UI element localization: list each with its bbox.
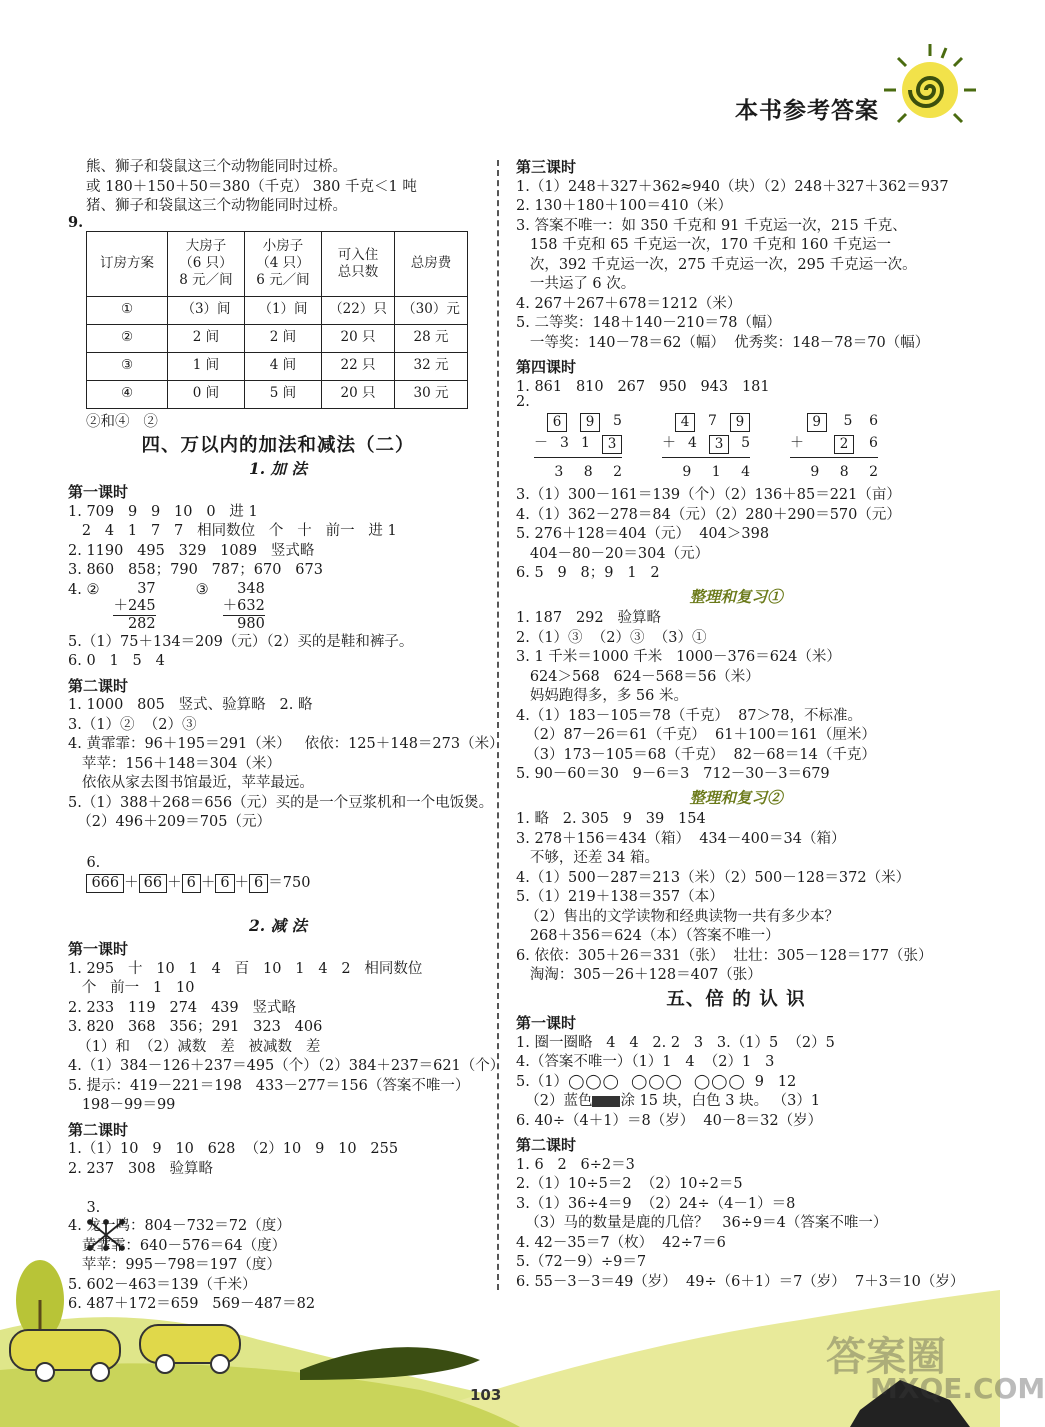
table-cell: ③ xyxy=(87,352,168,380)
table-header: 大房子 （6 只） 8 元／间 xyxy=(168,231,245,296)
column-divider xyxy=(497,160,499,1290)
answer-line: 198－99＝99 xyxy=(68,1097,176,1113)
answer-box: 66 xyxy=(139,874,167,893)
question-number: 2. xyxy=(516,394,530,410)
answer-text: 涂 15 块，白色 3 块。 （3）1 xyxy=(620,1093,821,1109)
answer-line: 2.（1）10÷5＝2 （2）10÷2＝5 xyxy=(516,1176,743,1192)
table-row xyxy=(87,296,468,324)
calc-line: 980 xyxy=(223,615,265,633)
watermark-url: MXQE.COM xyxy=(870,1372,1045,1405)
answer-box: 6 xyxy=(215,874,234,893)
vertical-calc xyxy=(113,581,155,633)
answer-text: 9 12 xyxy=(745,1073,797,1090)
answer-line: 6. 40÷（4＋1）＝8（岁） 40－8＝32（岁） xyxy=(516,1112,823,1129)
answer-line: 268＋356＝624（本）（答案不唯一） xyxy=(516,928,780,944)
answer-line: 2. 237 308 验算略 xyxy=(68,1160,213,1177)
answer-line: 6. 0 1 5 4 xyxy=(68,653,165,669)
answer-line: 1. 6 2 6÷2＝3 xyxy=(516,1156,635,1173)
table-cell: 20 只 xyxy=(322,380,395,408)
answer-line: 5.（1）75＋134＝209（元）（2）买的是鞋和裤子。 xyxy=(68,633,414,650)
digit-box: 3 xyxy=(602,435,622,454)
answer-line: 2. 1190 495 329 1089 竖式略 xyxy=(68,542,315,559)
answer-line: 1. 略 2. 305 9 39 154 xyxy=(516,811,706,827)
digit-box: 6 xyxy=(547,413,567,432)
operator: ＋ xyxy=(662,435,676,452)
table-cell: 28 元 xyxy=(395,324,468,352)
calc-line: 282 xyxy=(113,615,155,633)
answer-line: 4.（答案不唯一）（1）1 4 （2）1 3 xyxy=(516,1054,775,1070)
table-cell: （22）只 xyxy=(322,296,395,324)
answer-line: 6. 依依：305＋26＝331（张） 壮壮：305－128＝177（张） xyxy=(516,947,933,964)
answer-line: 6. 55－3－3＝49（岁） 49÷（6＋1）＝7（岁） 7＋3＝10（岁） xyxy=(516,1273,965,1290)
page-number: 103 xyxy=(470,1386,502,1404)
answer-line: 2. 233 119 274 439 竖式略 xyxy=(68,999,296,1016)
digit: 7 xyxy=(708,413,717,430)
answer-line: 4.（1）384－126＋237＝495（个）（2）384＋237＝621（个） xyxy=(68,1058,505,1074)
table-cell: 0 间 xyxy=(168,380,245,408)
digit-puzzle xyxy=(662,411,750,484)
answer-line: 4. 龙一鸣：804－732＝72（度） xyxy=(68,1218,291,1234)
table-cell: 1 间 xyxy=(168,352,245,380)
sun-swirl-icon xyxy=(880,40,980,140)
matching-row xyxy=(68,1179,488,1217)
answer-box: 666 xyxy=(86,874,124,893)
review-heading-2: 整理和复习② xyxy=(689,787,783,807)
digit: 6 xyxy=(869,413,878,430)
answer-line: 4. 267＋267＋678＝1212（米） xyxy=(516,295,742,312)
answer-line: 妈妈跑得多，多 56 米。 xyxy=(516,688,688,704)
answer-line: 1.（1）248＋327＋362≈940（块）（2）248＋327＋362＝937 xyxy=(516,178,949,195)
intro-line: 猪、狮子和袋鼠这三个动物能同时过桥。 xyxy=(86,198,347,214)
table-header: 可入住 总只数 xyxy=(322,231,395,296)
vertical-calc-row xyxy=(68,581,488,633)
answer-line: 1. 187 292 验算略 xyxy=(516,610,661,626)
answer-line: 3.（1）② （2）③ xyxy=(68,716,197,733)
digit: 9 xyxy=(682,464,692,481)
lesson-heading: 第三课时 xyxy=(516,158,577,176)
answer-text: （2）蓝色 xyxy=(516,1093,593,1109)
answer-line: 6. 5 9 8；9 1 2 xyxy=(516,565,660,581)
answer-line: （2）87－26＝61（千克） 61＋100＝161（厘米） xyxy=(516,727,876,743)
calc-line: 37 xyxy=(137,580,156,597)
answer-line: 一共运了 6 次。 xyxy=(516,276,636,292)
left-column xyxy=(68,158,505,1315)
answer-line: 5.（72－9）÷9＝7 xyxy=(516,1254,647,1270)
answer-line: 2. 130＋180＋100＝410（米） xyxy=(516,198,733,214)
answer-line: （2）售出的文学读物和经典读物一共有多少本？ xyxy=(516,908,839,925)
question-number: 5.（1） xyxy=(516,1073,569,1090)
table-row xyxy=(87,352,468,380)
answer-line: （3）173－105＝68（千克） 82－68＝14（千克） xyxy=(516,746,876,763)
answer-line: 4. 黄霏霏：96＋195＝291（米） 依依：125＋148＝273（米） xyxy=(68,736,504,752)
subsection-subtraction: 2. 减 法 xyxy=(249,915,307,935)
calc-line: ＋632 xyxy=(222,597,265,614)
digit-box: 2 xyxy=(834,435,854,454)
answer-line xyxy=(516,1073,956,1093)
answer-line: 1.（1）10 9 10 628 （2）10 9 10 255 xyxy=(68,1141,399,1157)
digit: 6 xyxy=(869,435,878,452)
answer-line: 5.（1）219＋138＝357（本） xyxy=(516,889,724,905)
table-cell: ④ xyxy=(87,380,168,408)
table-cell: 32 元 xyxy=(395,352,468,380)
digit-box: 9 xyxy=(730,413,750,432)
vertical-calc xyxy=(223,581,265,633)
digit-box: 3 xyxy=(709,435,729,454)
answer-line: ＝750 xyxy=(268,874,311,891)
answer-line: 5. 二等奖：148＋140－210＝78（幅） xyxy=(516,315,781,331)
table-row xyxy=(87,380,468,408)
answer-line: 4.（1）183－105＝78（千克） 87＞78，不标准。 xyxy=(516,707,862,724)
table-cell: （1）间 xyxy=(245,296,322,324)
answer-line: 3.（1）300－161＝139（个）（2）136＋85＝221（亩） xyxy=(516,487,901,503)
digit: 4 xyxy=(688,435,697,452)
answer-line: 6. 487＋172＝659 569－487＝82 xyxy=(68,1296,316,1312)
answer-line: 3.（1）36÷4＝9 （2）24÷（4－1）＝8 xyxy=(516,1195,796,1212)
lesson-heading: 第一课时 xyxy=(68,483,129,501)
lesson-heading: 第四课时 xyxy=(516,358,577,376)
answer-line: 404－80－20＝304（元） xyxy=(516,545,710,562)
table-header: 总房费 xyxy=(395,231,468,296)
answer-line: 4. 42－35＝7（枚） 42÷7＝6 xyxy=(516,1234,726,1251)
operator: ＋ xyxy=(790,435,804,452)
answer-line: 5. 90－60＝30 9－6＝3 712－30－3＝679 xyxy=(516,766,830,782)
answer-line: （2）496＋209＝705（元） xyxy=(68,814,271,830)
table-cell: 4 间 xyxy=(245,352,322,380)
answer-line: 1. 709 9 9 10 0 进 1 xyxy=(68,503,258,520)
answer-line: 4.（1）500－287＝213（米）（2）500－128＝372（米） xyxy=(516,869,911,886)
question-number: 3. xyxy=(86,1199,101,1216)
answer-line: 5. 276＋128＝404（元） 404＞398 xyxy=(516,526,770,542)
answer-line: 4.（1）362－278＝84（元）（2）280＋290＝570（元） xyxy=(516,506,901,523)
answer-line: 1. 圈一圈略 4 4 2. 2 3 3.（1）5 （2）5 xyxy=(516,1034,835,1051)
digit: 4 xyxy=(741,464,750,481)
answer-line: ②和④ ② xyxy=(86,413,158,430)
answer-line: 3. 820 368 356；291 323 406 xyxy=(68,1019,323,1035)
box-sum-line: 6. 666 ＋ 66 ＋ 6 ＋ 6 ＋ 6 ＝750 xyxy=(86,855,311,891)
digit: 8 xyxy=(839,464,849,481)
answer-line: 3. 答案不唯一：如 350 千克和 91 千克运一次，215 千克、 xyxy=(516,217,907,234)
calc-line: ＋245 xyxy=(113,597,156,614)
section-heading-4: 四、万以内的加法和减法（二） xyxy=(141,435,415,456)
digit-box: 9 xyxy=(807,413,827,432)
answer-line: 4. ② xyxy=(68,581,100,598)
answer-line: 2 4 1 7 7 相同数位 个 十 前一 进 1 xyxy=(68,523,397,539)
review-heading-1: 整理和复习① xyxy=(689,586,783,606)
watermark-logo: 答案圈 xyxy=(826,1334,946,1380)
digit: 8 xyxy=(583,464,593,481)
answer-line: ③ xyxy=(195,581,209,598)
answer-line: 5.（1）388＋268＝656（元）买的是一个豆浆机和一个电饭煲。 xyxy=(68,794,494,811)
answer-line: 依依从家去图书馆最近，苹苹最远。 xyxy=(68,775,314,791)
digit-box: 9 xyxy=(580,413,600,432)
digit: 5 xyxy=(741,435,750,452)
answer-line: 3. 860 858；790 787；670 673 xyxy=(68,562,323,578)
answer-line: 苹苹：156＋148＝304（米） xyxy=(68,755,281,772)
answer-line: 3. 278＋156＝434（箱） 434－400＝34（箱） xyxy=(516,830,846,847)
digit: 2 xyxy=(613,464,622,481)
answer-line: 苹苹：995－798＝197（度） xyxy=(68,1257,281,1273)
lesson-heading: 第一课时 xyxy=(516,1014,577,1032)
answer-box: 6 xyxy=(249,874,268,893)
answer-line: 1. 1000 805 竖式、验算略 2. 略 xyxy=(68,697,313,713)
answer-line: （3）马的数量是鹿的几倍？ 36÷9＝4（答案不唯一） xyxy=(516,1215,888,1231)
digit-puzzles xyxy=(534,411,956,484)
answer-line: 一等奖：140－78＝62（幅） 优秀奖：148－78＝70（幅） xyxy=(516,334,930,351)
table-cell: 2 间 xyxy=(245,324,322,352)
digit-box: 4 xyxy=(675,413,695,432)
table-row xyxy=(87,324,468,352)
lesson-heading: 第二课时 xyxy=(516,1136,577,1154)
right-column xyxy=(516,158,965,1292)
digit: 2 xyxy=(869,464,878,481)
digit: 1 xyxy=(581,435,590,452)
digit-puzzle xyxy=(790,411,878,484)
answer-line: 次，392 千克运一次，275 千克运一次，295 千克运一次。 xyxy=(516,256,917,273)
circle-groups-icon: ◯◯◯ ◯◯◯ ◯◯◯ xyxy=(568,1073,746,1090)
table-cell: 30 元 xyxy=(395,380,468,408)
table-cell: ② xyxy=(87,324,168,352)
digit: 9 xyxy=(810,464,820,481)
table-cell: 2 间 xyxy=(168,324,245,352)
answer-line xyxy=(516,1092,956,1112)
answer-box: 6 xyxy=(182,874,201,893)
operator: － xyxy=(534,435,548,452)
digit: 5 xyxy=(843,413,853,430)
digit: 3 xyxy=(560,435,569,452)
table-header: 订房方案 xyxy=(87,231,168,296)
answer-line: 淘淘：305－26＋128＝407（张） xyxy=(516,967,762,983)
answer-line: （1）和 （2）减数 差 被减数 差 xyxy=(68,1038,321,1055)
calc-line: 348 xyxy=(237,580,265,597)
answer-line: 158 千克和 65 千克运一次，170 千克和 160 千克运一 xyxy=(516,237,891,253)
table-cell: （30）元 xyxy=(395,296,468,324)
blue-block-icon xyxy=(592,1096,620,1107)
answer-line: 黄霏霏：640－576＝64（度） xyxy=(68,1237,287,1254)
table-cell: 5 间 xyxy=(245,380,322,408)
intro-line: 熊、狮子和袋鼠这三个动物能同时过桥。 xyxy=(86,159,347,175)
digit-puzzle xyxy=(534,411,622,484)
answer-line: 不够，还差 34 箱。 xyxy=(516,850,659,866)
digit: 3 xyxy=(554,464,564,481)
lesson-heading: 第二课时 xyxy=(68,676,129,695)
table-cell: 22 只 xyxy=(322,352,395,380)
answer-line: 1. 861 810 267 950 943 181 xyxy=(516,378,770,395)
subsection-addition: 1. 加 法 xyxy=(249,458,307,478)
answer-line: 624＞568 624－568＝56（米） xyxy=(516,668,760,685)
question-number: 9. xyxy=(68,213,84,231)
answer-line: 5. 提示：419－221＝198 433－277＝156（答案不唯一） xyxy=(68,1077,470,1094)
answer-line: 2.（1）③ （2）③ （3）① xyxy=(516,629,707,646)
lesson-heading: 第二课时 xyxy=(68,1120,129,1139)
lesson-heading: 第一课时 xyxy=(68,940,129,958)
answer-line: 3. 1 千米＝1000 千米 1000－376＝624（米） xyxy=(516,649,841,665)
digit: 1 xyxy=(711,464,721,481)
answer-line: 1. 295 十 10 1 4 百 10 1 4 2 相同数位 xyxy=(68,960,423,977)
question-number: 6. xyxy=(86,855,101,871)
page-header-title: 本书参考答案 xyxy=(735,98,879,124)
answer-line: 个 前一 1 10 xyxy=(68,980,195,996)
answer-line: 5. 602－463＝139（千米） xyxy=(68,1276,257,1293)
intro-line: 或 180＋150＋50＝380（千克） 380 千克＜1 吨 xyxy=(86,178,417,195)
table-header: 小房子 （4 只） 6 元／间 xyxy=(245,231,322,296)
table-cell: （3）间 xyxy=(168,296,245,324)
table-cell: 20 只 xyxy=(322,324,395,352)
digit: 5 xyxy=(613,413,622,430)
section-heading-5: 五、倍 的 认 识 xyxy=(666,988,806,1010)
table-cell: ① xyxy=(87,296,168,324)
room-plan-table xyxy=(86,231,468,409)
